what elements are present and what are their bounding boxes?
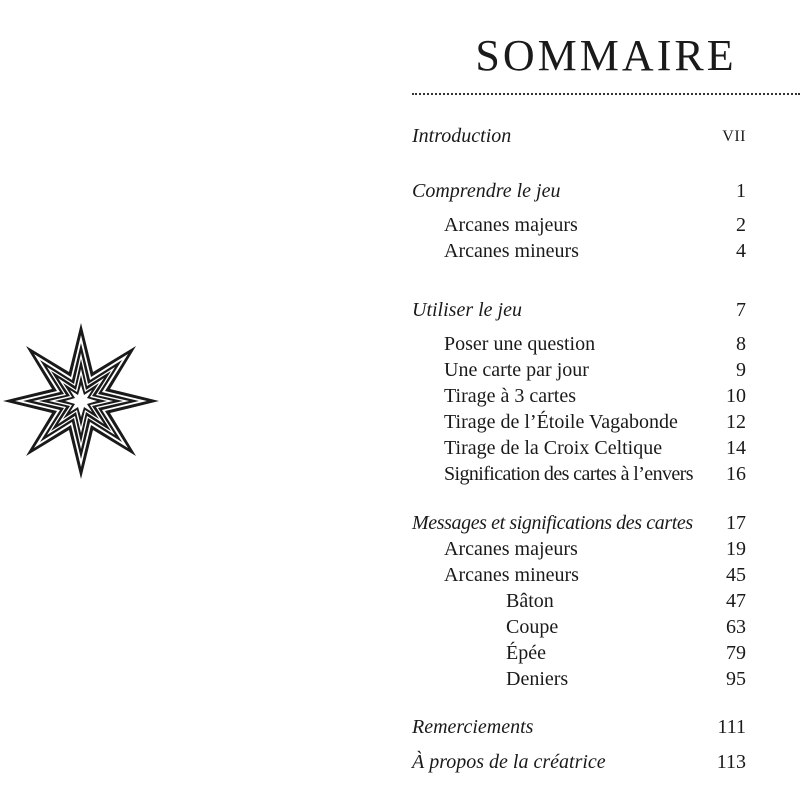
- eight-pointed-star-icon: [0, 320, 162, 482]
- toc-entry-label: Signification des cartes à l’envers: [444, 463, 693, 485]
- toc-entry-introduction[interactable]: [412, 125, 746, 151]
- toc-entry-page: 8: [736, 333, 746, 355]
- toc-entry[interactable]: [412, 214, 746, 240]
- toc-entry[interactable]: [412, 538, 746, 564]
- toc-entry[interactable]: [412, 642, 746, 668]
- toc-entry-label: Arcanes majeurs: [444, 538, 578, 560]
- toc-entry[interactable]: [412, 240, 746, 266]
- toc-entry[interactable]: [412, 590, 746, 616]
- toc-entry-label: Comprendre le jeu: [412, 180, 561, 202]
- toc-entry-label: Messages et significations des cartes: [412, 512, 693, 534]
- toc-entry-a-propos[interactable]: [412, 751, 746, 777]
- toc-entry-page: 111: [717, 716, 746, 738]
- toc-entry-label: Introduction: [412, 125, 512, 147]
- toc-entry-label: Arcanes majeurs: [444, 214, 578, 236]
- toc-entry-page: 45: [726, 564, 746, 586]
- toc-entry[interactable]: [412, 668, 746, 694]
- toc-entry-page: 16: [726, 463, 746, 485]
- toc-entry-page: 10: [726, 385, 746, 407]
- toc-entry[interactable]: [412, 564, 746, 590]
- toc-entry-label: Tirage de la Croix Celtique: [444, 437, 663, 459]
- toc-entry-page: 17: [726, 512, 746, 534]
- toc-entry[interactable]: [412, 411, 746, 437]
- toc-entry-page: 79: [726, 642, 746, 664]
- page-title: SOMMAIRE: [475, 31, 737, 80]
- toc-entry-label: À propos de la créatrice: [412, 751, 606, 773]
- toc-entry-comprendre-le-jeu[interactable]: [412, 180, 746, 206]
- toc-entry-page: VII: [722, 128, 746, 145]
- toc-entry-label: Tirage à 3 cartes: [444, 385, 576, 407]
- toc-entry-label: Utiliser le jeu: [412, 299, 522, 321]
- toc-entry-label: Coupe: [506, 616, 559, 638]
- toc-entry[interactable]: [412, 463, 746, 489]
- toc-entry-label: Une carte par jour: [444, 359, 589, 381]
- toc-entry-label: Épée: [506, 642, 546, 664]
- toc-entry-label: Poser une question: [444, 333, 596, 355]
- toc-entry-page: 1: [736, 180, 746, 202]
- toc-entry-utiliser-le-jeu[interactable]: [412, 299, 746, 325]
- toc-entry[interactable]: [412, 616, 746, 642]
- toc-entry-page: 12: [726, 411, 746, 433]
- toc-entry-messages[interactable]: [412, 512, 746, 538]
- toc-entry-label: Remerciements: [412, 716, 534, 738]
- toc-entry-label: Deniers: [506, 668, 569, 690]
- toc-entry-label: Arcanes mineurs: [444, 564, 579, 586]
- toc-entry-page: 4: [736, 240, 746, 262]
- toc-entry[interactable]: [412, 385, 746, 411]
- toc-entry-page: 19: [726, 538, 746, 560]
- toc-entry-page: 14: [726, 437, 746, 459]
- toc-entry-page: 47: [726, 590, 746, 612]
- toc-entry[interactable]: [412, 333, 746, 359]
- toc-entry[interactable]: [412, 359, 746, 385]
- toc-entry-label: Tirage de l’Étoile Vagabonde: [444, 411, 678, 433]
- toc-entry-label: Bâton: [506, 590, 554, 612]
- toc-entry-page: 7: [736, 299, 746, 321]
- toc-entry-remerciements[interactable]: [412, 716, 746, 742]
- toc-entry-page: 63: [726, 616, 746, 638]
- toc-entry-page: 95: [726, 668, 746, 690]
- toc-entry-page: 113: [716, 751, 746, 773]
- toc-entry-page: 2: [736, 214, 746, 236]
- toc-entry-label: Arcanes mineurs: [444, 240, 579, 262]
- dotted-divider: [412, 93, 800, 95]
- toc-entry-page: 9: [736, 359, 746, 381]
- toc-entry[interactable]: [412, 437, 746, 463]
